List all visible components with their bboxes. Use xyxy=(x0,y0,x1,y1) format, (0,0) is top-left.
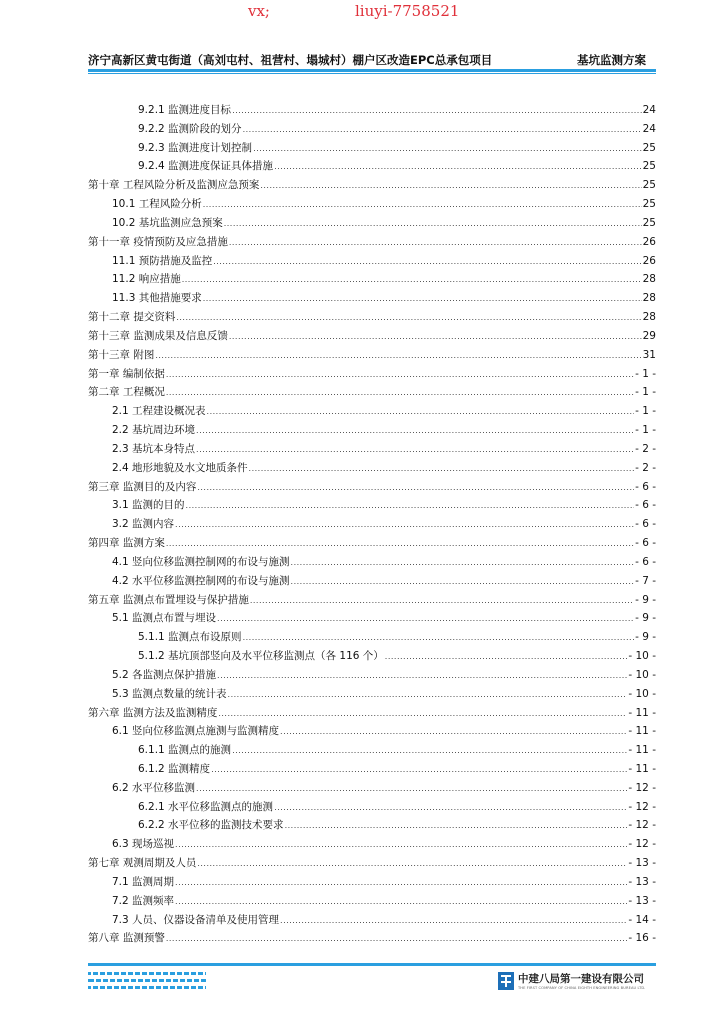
toc-entry-label: 5.1.1 监测点布设原则 xyxy=(138,631,242,644)
toc-entry-page: 25 xyxy=(642,160,656,173)
toc-entry-page: - 12 - xyxy=(628,800,656,813)
toc-entry[interactable] xyxy=(88,628,656,647)
toc-entry-page: - 14 - xyxy=(628,913,656,926)
toc-entry-page: - 2 - xyxy=(635,461,656,474)
toc-leader-dots xyxy=(203,196,642,215)
toc-leader-dots xyxy=(280,912,627,931)
toc-entry[interactable] xyxy=(88,252,656,271)
toc-leader-dots xyxy=(229,234,642,253)
toc-leader-dots xyxy=(243,629,635,648)
toc-entry-page: - 1 - xyxy=(635,405,656,418)
toc-entry[interactable] xyxy=(88,270,656,289)
toc-leader-dots xyxy=(232,742,627,761)
toc-entry-label: 9.2.4 监测进度保证具体措施 xyxy=(138,160,274,173)
toc-leader-dots xyxy=(218,705,627,724)
toc-entry[interactable] xyxy=(88,553,656,572)
toc-leader-dots xyxy=(175,874,627,893)
toc-entry[interactable] xyxy=(88,139,656,158)
toc-entry-page: - 12 - xyxy=(628,838,656,851)
watermark-right: liuyi-7758521 xyxy=(355,2,460,20)
toc-entry[interactable] xyxy=(88,440,656,459)
toc-entry[interactable] xyxy=(88,383,656,402)
toc-entry-page: 24 xyxy=(642,104,656,116)
toc-leader-dots xyxy=(197,855,627,874)
toc-entry-label: 6.1.1 监测点的施测 xyxy=(138,744,232,757)
watermark-left: vx; xyxy=(248,2,270,20)
toc-entry[interactable] xyxy=(88,195,656,214)
toc-entry[interactable] xyxy=(88,534,656,553)
toc-entry-label: 第六章 监测方法及监测精度 xyxy=(88,706,218,719)
toc-leader-dots xyxy=(196,422,634,441)
toc-leader-dots xyxy=(175,836,627,855)
toc-entry[interactable] xyxy=(88,478,656,497)
toc-leader-dots xyxy=(250,592,634,611)
toc-entry[interactable] xyxy=(88,666,656,685)
toc-entry[interactable] xyxy=(88,120,656,139)
toc-entry-page: - 1 - xyxy=(635,386,656,399)
toc-entry[interactable] xyxy=(88,704,656,723)
toc-entry-label: 3.1 监测的目的 xyxy=(112,499,185,512)
toc-entry-label: 4.2 水平位移监测控制网的布设与施测 xyxy=(112,574,290,587)
toc-leader-dots xyxy=(217,610,634,629)
watermark xyxy=(0,2,724,22)
header-divider xyxy=(88,69,656,72)
toc-entry[interactable] xyxy=(88,779,656,798)
toc-entry-page: 25 xyxy=(642,216,656,229)
toc-entry-label: 9.2.1 监测进度目标 xyxy=(138,104,232,116)
toc-entry-page: - 13 - xyxy=(628,894,656,907)
toc-leader-dots xyxy=(155,347,641,366)
toc-entry[interactable] xyxy=(88,760,656,779)
toc-entry-page: - 12 - xyxy=(628,819,656,832)
toc-entry-label: 7.2 监测频率 xyxy=(112,894,175,907)
toc-entry-label: 10.1 工程风险分析 xyxy=(112,198,202,211)
toc-entry-page: 29 xyxy=(642,329,656,342)
toc-entry[interactable] xyxy=(88,308,656,327)
toc-entry-label: 2.2 基坑周边环境 xyxy=(112,424,196,437)
company-name-en: THE FIRST COMPANY OF CHINA EIGHTH ENGINEERING BUREAU LTD. xyxy=(518,986,646,990)
toc-entry-label: 3.2 监测内容 xyxy=(112,518,175,531)
toc-entry[interactable] xyxy=(88,402,656,421)
toc-entry[interactable] xyxy=(88,835,656,854)
toc-entry-page: - 9 - xyxy=(635,593,656,606)
toc-entry-label: 6.1.2 监测精度 xyxy=(138,762,211,775)
toc-entry-label: 7.1 监测周期 xyxy=(112,875,175,888)
toc-leader-dots xyxy=(228,686,628,705)
toc-entry-label: 6.1 竖向位移监测点施测与监测精度 xyxy=(112,725,280,738)
toc-leader-dots xyxy=(243,121,642,140)
toc-entry-page: - 1 - xyxy=(635,424,656,437)
toc-leader-dots xyxy=(211,761,627,780)
toc-entry-page: - 11 - xyxy=(628,725,656,738)
toc-entry-label: 2.4 地形地貌及水文地质条件 xyxy=(112,461,248,474)
toc-entry-label: 第八章 监测预警 xyxy=(88,932,165,945)
toc-leader-dots xyxy=(260,177,641,196)
toc-entry-page: - 13 - xyxy=(628,857,656,870)
footer-divider xyxy=(88,963,656,966)
toc-entry-page: - 6 - xyxy=(635,518,656,531)
toc-entry-label: 第五章 监测点布置埋设与保护措施 xyxy=(88,593,249,606)
toc-entry[interactable] xyxy=(88,515,656,534)
toc-entry[interactable] xyxy=(88,233,656,252)
toc-leader-dots xyxy=(166,930,628,949)
toc-entry-page: 25 xyxy=(642,179,656,192)
toc-entry-page: - 10 - xyxy=(628,687,656,700)
table-of-contents xyxy=(88,101,656,948)
page-header xyxy=(88,52,656,70)
toc-entry[interactable] xyxy=(88,892,656,911)
toc-entry[interactable] xyxy=(88,421,656,440)
toc-entry[interactable] xyxy=(88,327,656,346)
toc-entry[interactable] xyxy=(88,816,656,835)
toc-entry-label: 第二章 工程概况 xyxy=(88,386,165,399)
toc-leader-dots xyxy=(229,328,642,347)
toc-entry-page: - 16 - xyxy=(628,932,656,945)
header-divider-thin xyxy=(88,73,656,74)
toc-entry-page: - 6 - xyxy=(635,480,656,493)
toc-entry[interactable] xyxy=(88,722,656,741)
toc-entry[interactable] xyxy=(88,176,656,195)
toc-entry-label: 11.1 预防措施及监控 xyxy=(112,254,213,267)
toc-entry-label: 第七章 观测周期及人员 xyxy=(88,857,197,870)
toc-leader-dots xyxy=(213,253,641,272)
toc-entry-label: 4.1 竖向位移监测控制网的布设与施测 xyxy=(112,555,290,568)
toc-entry-label: 5.2 各监测点保护措施 xyxy=(112,668,217,681)
toc-entry-page: - 12 - xyxy=(628,781,656,794)
document-type: 基坑监测方案 xyxy=(577,53,646,67)
toc-entry[interactable] xyxy=(88,798,656,817)
toc-leader-dots xyxy=(291,573,635,592)
toc-entry-label: 2.3 基坑本身特点 xyxy=(112,442,196,455)
toc-entry-page: - 11 - xyxy=(628,706,656,719)
toc-entry-label: 6.2.1 水平位移监测点的施测 xyxy=(138,800,274,813)
toc-entry-page: - 1 - xyxy=(635,367,656,380)
toc-entry-label: 第十三章 监测成果及信息反馈 xyxy=(88,329,228,342)
toc-entry-page: 28 xyxy=(642,292,656,305)
toc-leader-dots xyxy=(166,384,634,403)
toc-entry[interactable] xyxy=(88,854,656,873)
toc-entry-page: - 10 - xyxy=(628,668,656,681)
toc-entry-page: - 6 - xyxy=(635,499,656,512)
toc-entry-label: 6.2.2 水平位移的监测技术要求 xyxy=(138,819,284,832)
toc-leader-dots xyxy=(224,215,642,234)
toc-leader-dots xyxy=(274,799,627,818)
toc-entry-page: 24 xyxy=(642,122,656,135)
toc-leader-dots xyxy=(176,309,641,328)
toc-entry-label: 第一章 编制依据 xyxy=(88,367,165,380)
toc-entry[interactable] xyxy=(88,459,656,478)
toc-entry[interactable] xyxy=(88,157,656,176)
toc-entry-label: 5.1.2 基坑顶部竖向及水平位移监测点（各 116 个） xyxy=(138,650,384,663)
toc-entry-label: 第十二章 提交资料 xyxy=(88,311,176,324)
toc-entry[interactable] xyxy=(88,609,656,628)
toc-entry-page: - 10 - xyxy=(628,650,656,663)
toc-entry-label: 11.2 响应措施 xyxy=(112,273,181,286)
toc-entry[interactable] xyxy=(88,647,656,666)
toc-entry-label: 9.2.3 监测进度计划控制 xyxy=(138,141,253,154)
toc-entry-page: 31 xyxy=(642,348,656,361)
toc-leader-dots xyxy=(285,817,628,836)
toc-entry-page: - 6 - xyxy=(635,537,656,550)
toc-entry-page: 25 xyxy=(642,198,656,211)
company-name: 中建八局第一建设有限公司 xyxy=(518,973,644,985)
toc-entry[interactable] xyxy=(88,214,656,233)
company-logo-block xyxy=(498,970,658,996)
toc-entry[interactable] xyxy=(88,741,656,760)
toc-entry-label: 5.1 监测点布置与埋设 xyxy=(112,612,217,625)
toc-entry-label: 9.2.2 监测阶段的划分 xyxy=(138,122,242,135)
toc-leader-dots xyxy=(166,366,634,385)
toc-entry-label: 第十三章 附图 xyxy=(88,348,155,361)
toc-leader-dots xyxy=(253,140,642,159)
toc-leader-dots xyxy=(186,497,635,516)
toc-leader-dots xyxy=(274,158,642,177)
toc-entry[interactable] xyxy=(88,929,656,948)
toc-leader-dots xyxy=(385,648,628,667)
toc-entry-page: - 2 - xyxy=(635,442,656,455)
toc-leader-dots xyxy=(217,667,627,686)
toc-entry-label: 第十一章 疫情预防及应急措施 xyxy=(88,235,228,248)
toc-leader-dots xyxy=(207,403,635,422)
toc-leader-dots xyxy=(196,441,634,460)
toc-entry[interactable] xyxy=(88,101,656,120)
toc-entry[interactable] xyxy=(88,496,656,515)
project-title: 济宁高新区黄屯街道（高刘屯村、祖营村、塌城村）棚户区改造EPC总承包项目 xyxy=(88,53,493,67)
toc-leader-dots xyxy=(232,102,642,121)
toc-entry-page: 28 xyxy=(642,311,656,324)
toc-entry-label: 2.1 工程建设概况表 xyxy=(112,405,206,418)
toc-entry-page: 26 xyxy=(642,235,656,248)
toc-entry-page: - 9 - xyxy=(635,631,656,644)
toc-leader-dots xyxy=(249,460,635,479)
toc-entry-label: 7.3 人员、仪器设备清单及使用管理 xyxy=(112,913,280,926)
toc-entry[interactable] xyxy=(88,289,656,308)
toc-entry[interactable] xyxy=(88,572,656,591)
toc-leader-dots xyxy=(197,479,634,498)
toc-leader-dots xyxy=(291,554,635,573)
toc-entry-label: 10.2 基坑监测应急预案 xyxy=(112,216,223,229)
toc-entry[interactable] xyxy=(88,685,656,704)
toc-entry-page: - 6 - xyxy=(635,555,656,568)
toc-entry-page: - 13 - xyxy=(628,875,656,888)
toc-leader-dots xyxy=(280,723,627,742)
toc-leader-dots xyxy=(196,780,627,799)
toc-leader-dots xyxy=(166,535,634,554)
toc-entry-label: 5.3 监测点数量的统计表 xyxy=(112,687,227,700)
toc-entry[interactable] xyxy=(88,346,656,365)
toc-entry-page: - 7 - xyxy=(635,574,656,587)
toc-leader-dots xyxy=(182,271,642,290)
toc-entry-label: 6.3 现场巡视 xyxy=(112,838,175,851)
company-logo-icon xyxy=(498,972,514,990)
toc-entry-page: 28 xyxy=(642,273,656,286)
footer-pattern-icon xyxy=(88,970,206,994)
toc-entry-label: 11.3 其他措施要求 xyxy=(112,292,202,305)
toc-entry[interactable] xyxy=(88,591,656,610)
toc-leader-dots xyxy=(175,516,634,535)
toc-entry[interactable] xyxy=(88,365,656,384)
toc-entry-label: 6.2 水平位移监测 xyxy=(112,781,196,794)
toc-entry-page: - 9 - xyxy=(635,612,656,625)
toc-entry-page: - 11 - xyxy=(628,762,656,775)
toc-entry-page: 26 xyxy=(642,254,656,267)
toc-entry-page: 25 xyxy=(642,141,656,154)
toc-entry-page: - 11 - xyxy=(628,744,656,757)
toc-entry-label: 第三章 监测目的及内容 xyxy=(88,480,197,493)
toc-leader-dots xyxy=(175,893,627,912)
toc-entry[interactable] xyxy=(88,873,656,892)
toc-leader-dots xyxy=(203,290,642,309)
toc-entry-label: 第四章 监测方案 xyxy=(88,537,165,550)
toc-entry[interactable] xyxy=(88,911,656,930)
toc-entry-label: 第十章 工程风险分析及监测应急预案 xyxy=(88,179,260,192)
